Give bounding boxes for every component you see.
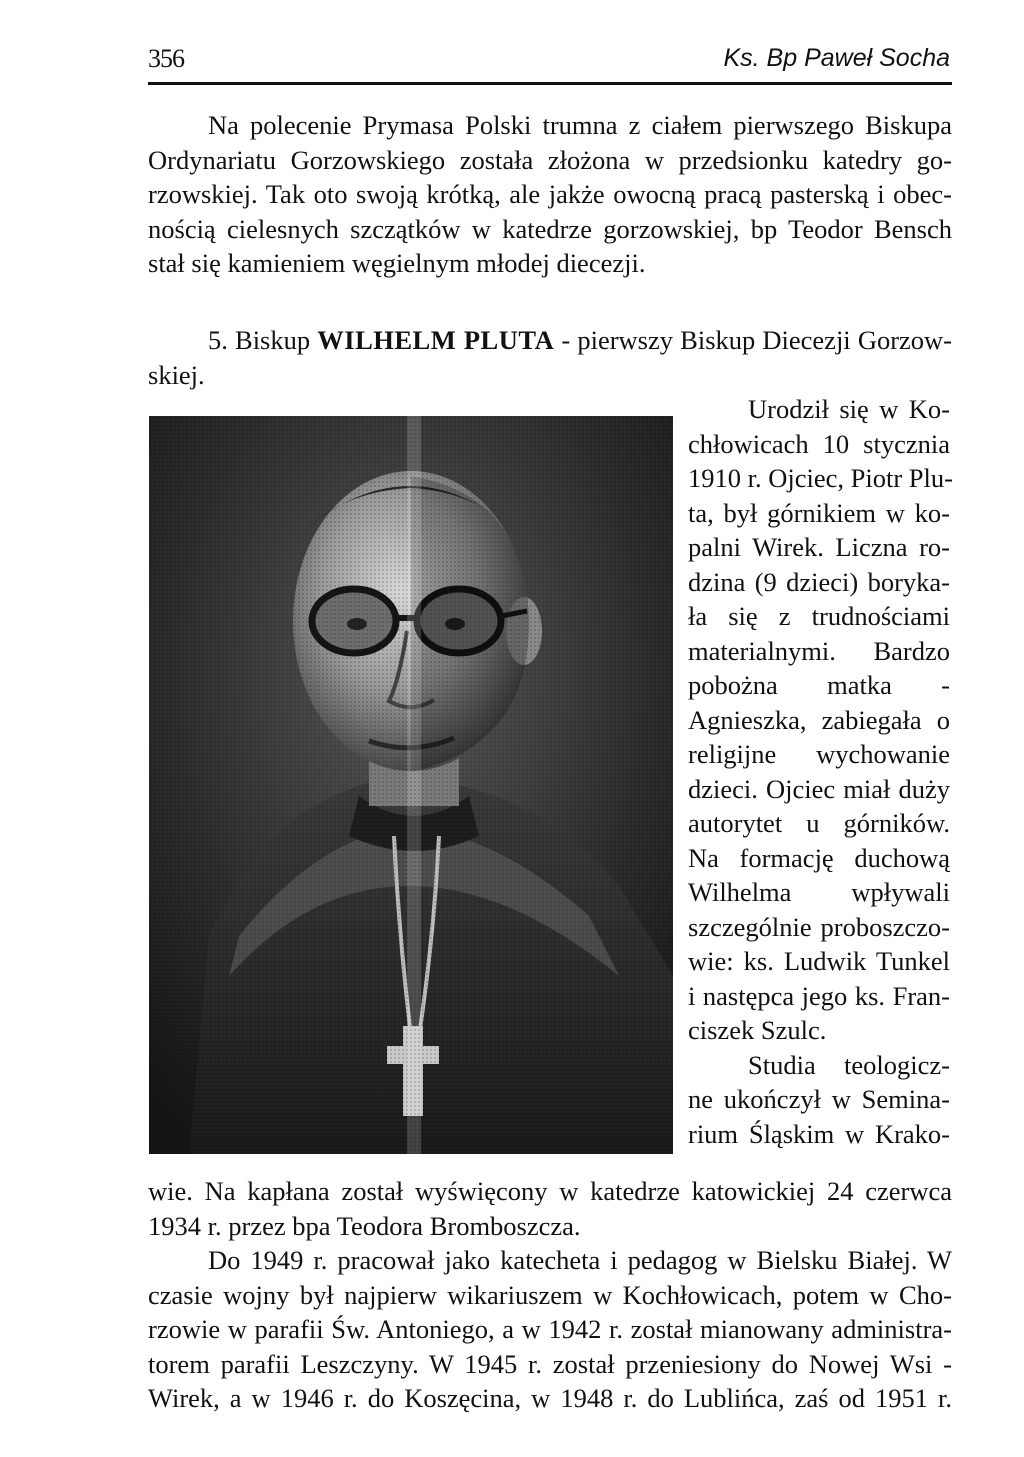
bottom-line: Do 1949 r. pracował jako katecheta i pedagog w Bielsku Białej. W	[208, 1245, 952, 1275]
side-line: dzieci. Ojciec miał duży	[688, 773, 950, 804]
paragraph-1	[148, 108, 952, 281]
side-line: i następca jego ks. Fran-	[688, 980, 950, 1011]
running-title: Ks. Bp Paweł Socha	[723, 44, 950, 72]
side-line: Studia teologicz-	[748, 1049, 950, 1080]
heading-line	[148, 323, 952, 358]
side-line: rium Śląskim w Krako-	[688, 1118, 950, 1149]
side-line: religijne wychowanie	[688, 739, 950, 769]
side-line: ciszek Szulc.	[688, 1015, 827, 1045]
bottom-line: torem parafii Leszczyny. W 1945 r. został przeniesiony do Nowej Wsi -	[148, 1348, 952, 1379]
bottom-line: Wirek, a w 1946 r. do Koszęcina, w 1948 r. do Lublińca, zaś od 1951 r.	[148, 1383, 952, 1413]
paragraph-line: stał się kamieniem węgielnym młodej diecezji.	[148, 248, 646, 278]
side-line: pobożna matka -	[688, 670, 950, 700]
bottom-line: 1934 r. przez bpa Teodora Bromboszcza.	[148, 1210, 581, 1241]
side-column-text	[688, 392, 953, 1151]
side-line: dzina (9 dzieci) boryka-	[688, 566, 950, 597]
bottom-line: rzowie w parafii Św. Antoniego, a w 1942 r. został mianowany administra-	[148, 1314, 952, 1344]
bottom-line: wie. Na kapłana został wyświęcony w katedrze katowickiej 24 czerwca	[148, 1176, 952, 1206]
side-line: wie: ks. Ludwik Tunkel	[688, 946, 950, 976]
side-line: szczególnie proboszczo-	[688, 911, 950, 942]
paragraph-line: Na polecenie Prymasa Polski trumna z ciałem pierwszego Biskupa	[208, 110, 952, 140]
side-line: Agnieszka, zabiegała o	[688, 704, 950, 735]
side-line: ła się z trudnościami	[688, 601, 950, 631]
page-header	[148, 38, 952, 78]
side-line: Urodził się w Ko-	[748, 394, 950, 424]
heading-continuation: skiej.	[148, 359, 205, 390]
side-line: 1910 r. Ojciec, Piotr Plu-	[688, 463, 953, 493]
paragraph-line: nością cielesnych szczątków w katedrze gorzowskiej, bp Teodor Bensch	[148, 213, 952, 244]
side-line: ta, był górnikiem w ko-	[688, 497, 950, 528]
paragraph-line: Ordynariatu Gorzowskiego została złożona w przedsionku katedry go-	[148, 144, 952, 175]
side-line: materialnymi. Bardzo	[688, 635, 950, 666]
side-line: ne ukończył w Semina-	[688, 1084, 950, 1114]
side-line: Na formację duchową	[688, 842, 950, 873]
side-line: palni Wirek. Liczna ro-	[688, 532, 950, 562]
side-line: autorytet u górników.	[688, 808, 950, 838]
portrait-photo	[149, 416, 673, 1154]
side-line: chłowicach 10 stycznia	[688, 428, 950, 459]
portrait-image	[149, 416, 673, 1154]
bottom-text	[148, 1174, 952, 1416]
side-line: Wilhelma wpływali	[688, 877, 950, 907]
heading-name: WILHELM PLUTA	[317, 325, 555, 355]
bottom-line: czasie wojny był najpierw wikariuszem w Kochłowicach, potem w Cho-	[148, 1279, 952, 1310]
heading-suffix: - pierwszy Biskup Diecezji Gorzow-	[554, 325, 953, 355]
header-rule	[148, 82, 952, 85]
paragraph-line: rzowskiej. Tak oto swoją krótką, ale jakże owocną pracą pasterską i obec-	[148, 179, 952, 209]
section-heading	[148, 323, 952, 392]
heading-prefix: 5. Biskup	[208, 325, 318, 355]
page-number: 356	[148, 44, 184, 73]
